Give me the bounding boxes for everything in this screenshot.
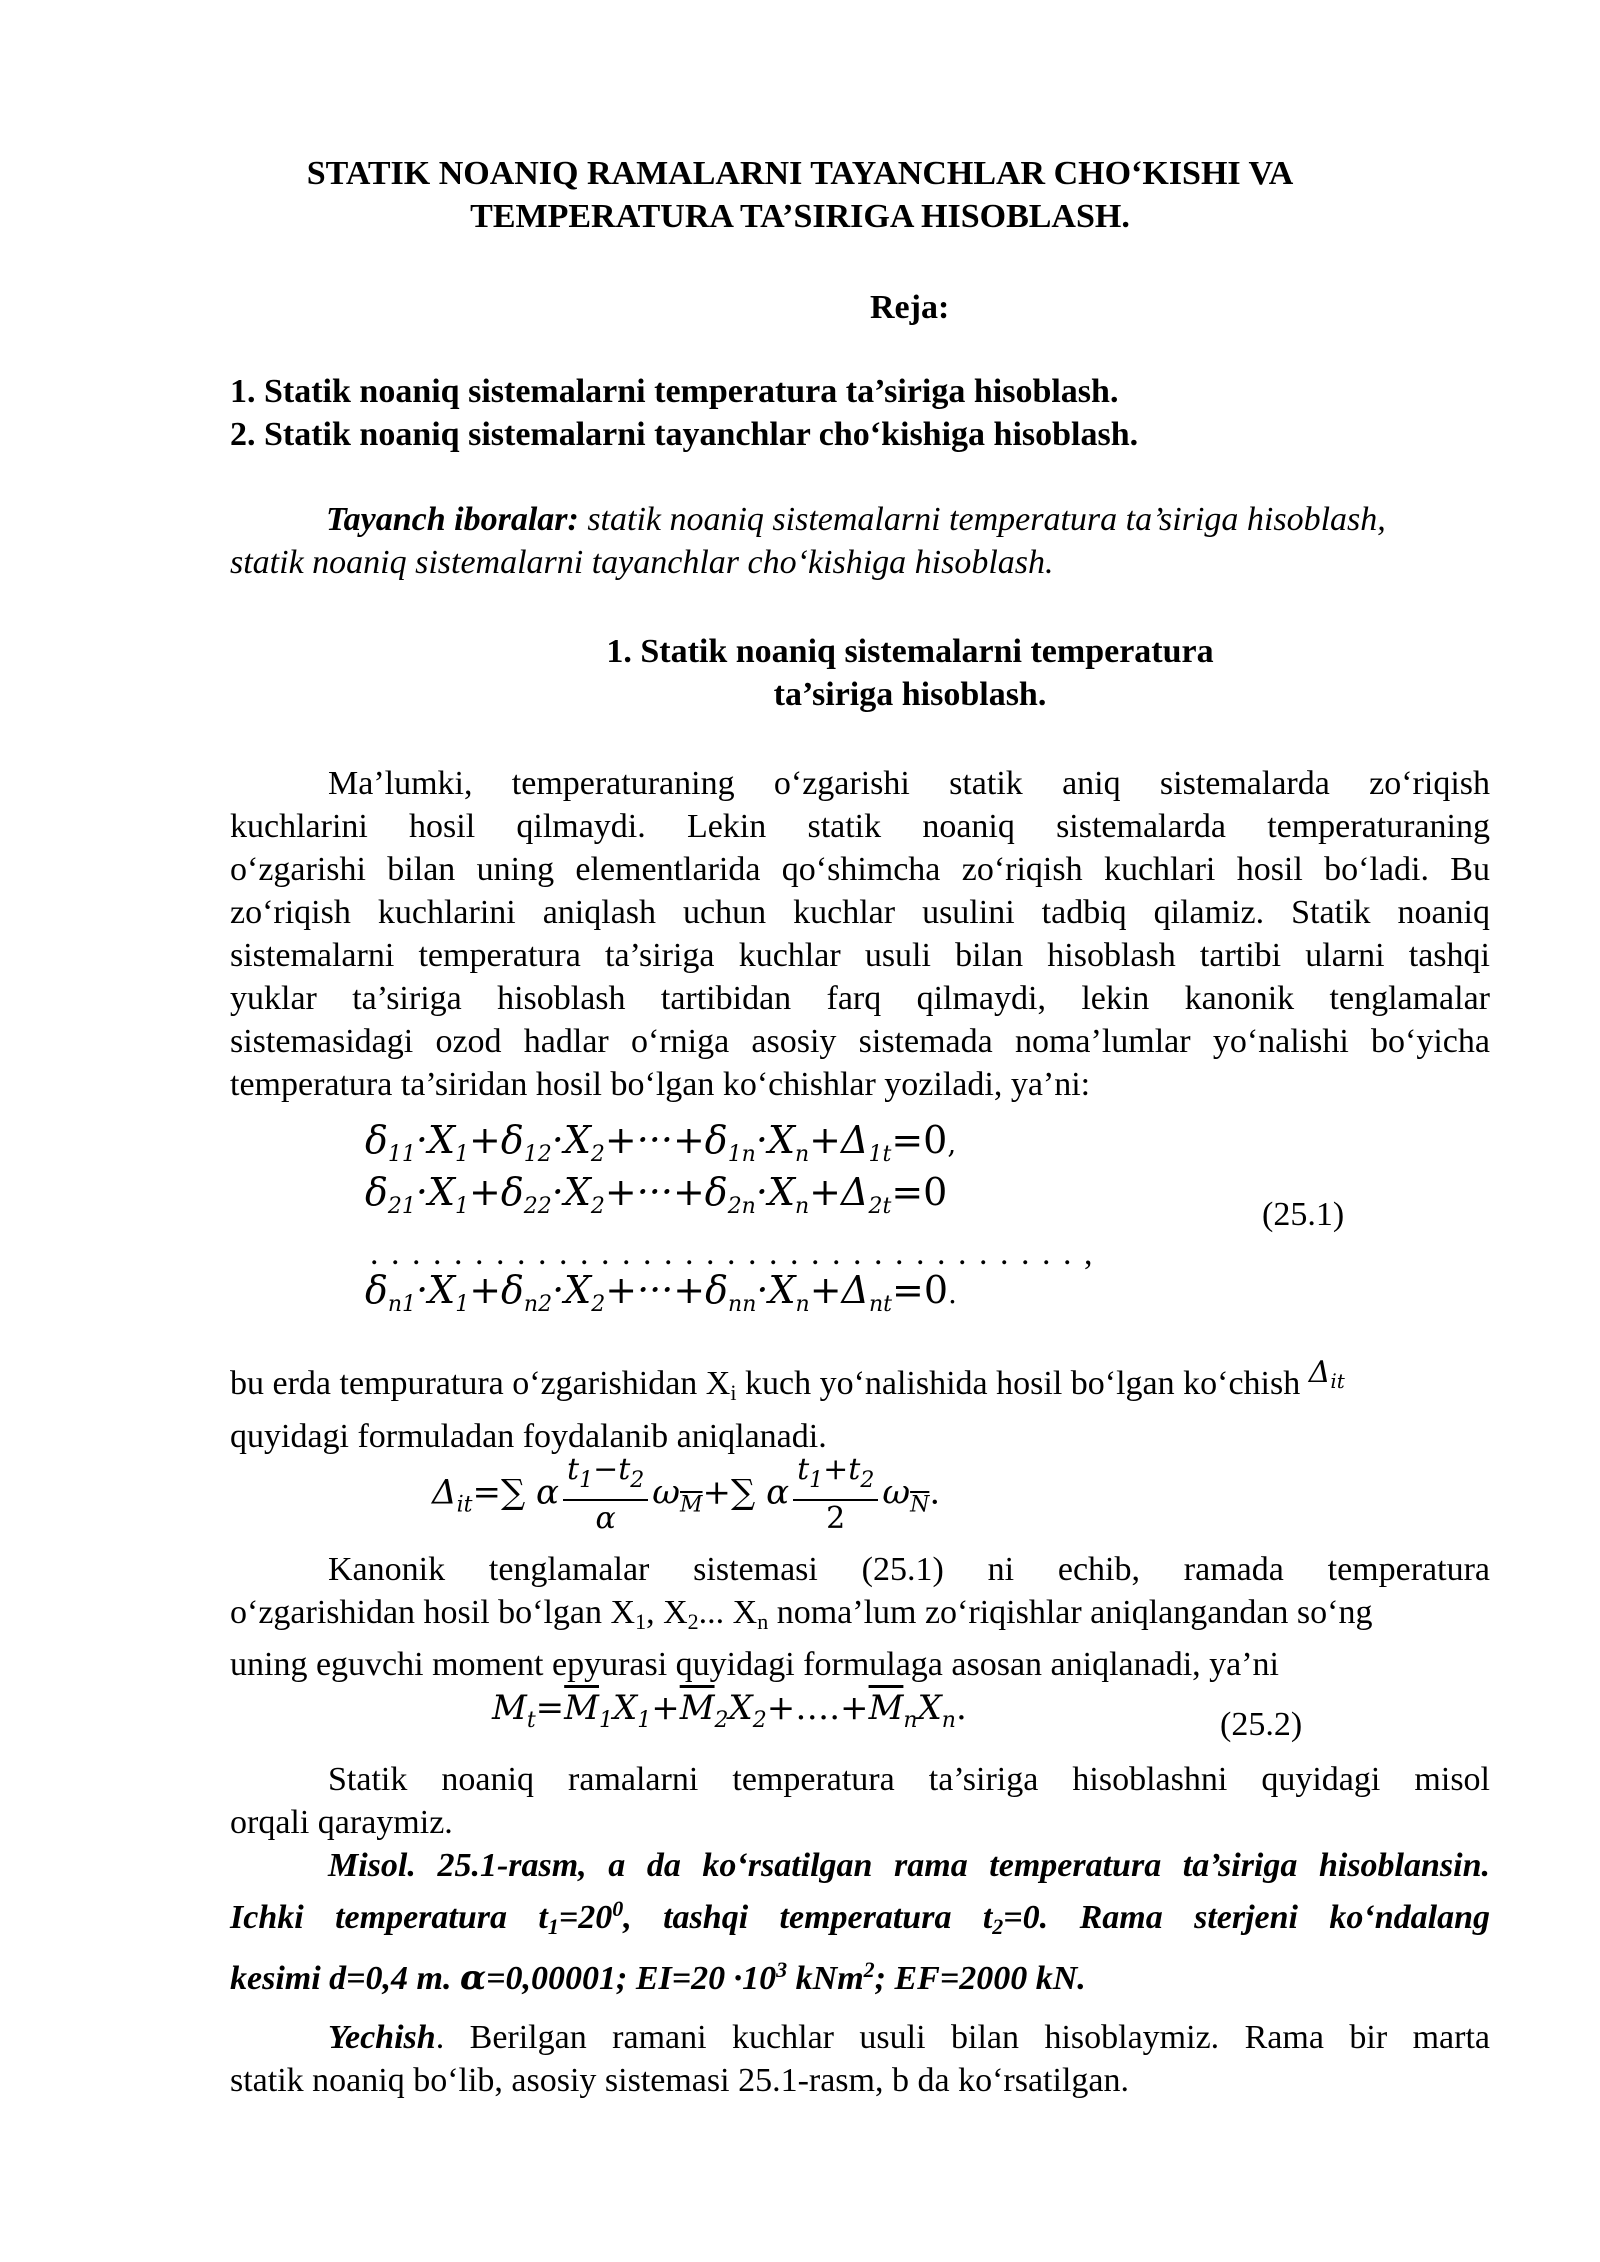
keywords <box>230 498 1490 584</box>
delta-it-symbol: $\Delta_{it}$ <box>1308 1355 1345 1393</box>
paragraph-3-text-b: , X <box>646 1594 688 1631</box>
example-text-e: kesimi d=0,4 m. <box>230 1960 460 1997</box>
equation-25-1-row-1-comma: , <box>947 1127 957 1160</box>
example-text-d: =0. Rama sterjeni ko‘ndalang <box>1003 1899 1490 1936</box>
paragraph-1-line-5: sistemalarni temperatura ta’siriga kuchlar usuli bilan hisoblash tartibi ularni tashqi <box>230 937 1490 974</box>
paragraph-1-line-3: o‘zgarishi bilan uning elementlarida qo‘shimcha zo‘riqish kuchlari hosil bo‘ladi. Bu <box>230 851 1490 888</box>
title-line-2: TEMPERATURA TA’SIRIGA HISOBLASH. <box>470 198 1130 235</box>
plan-item-2: 2. Statik noaniq sistemalarni tayanchlar cho‘kishiga hisoblash. <box>230 416 1139 453</box>
paragraph-3-text-a: o‘zgarishidan hosil bo‘lgan X <box>230 1594 636 1631</box>
paragraph-1-line-6: yuklar ta’siriga hisoblash tartibidan farq qilmaydi, lekin kanonik tenglamalar <box>230 980 1490 1017</box>
paragraph-2-text-a: bu erda tempuratura o‘zgarishidan X <box>230 1365 731 1402</box>
keywords-text-2: statik noaniq sistemalarni tayanchlar cho‘kishiga hisoblash. <box>230 544 1054 581</box>
example-line-1: Misol. 25.1-rasm, a da ko‘rsatilgan rama temperatura ta’siriga hisoblansin. <box>328 1847 1490 1884</box>
paragraph-2-text-b: kuch yo‘nalishida hosil bo‘lgan ko‘chish <box>736 1365 1301 1402</box>
example-text-a: Ichki temperatura t <box>230 1899 548 1936</box>
paragraph-1 <box>230 762 1490 1106</box>
fraction-t1-plus-t2: $\frac{t_1+t_2}{2}$ <box>793 1452 878 1537</box>
example-text-g: kNm <box>787 1960 864 1997</box>
document-title <box>230 152 1370 238</box>
paragraph-2 <box>230 1355 1500 1458</box>
paragraph-3-line-1: Kanonik tenglamalar sistemasi (25.1) ni echib, ramada temperatura <box>328 1551 1490 1588</box>
section-heading-line-2: ta’siriga hisoblash. <box>773 676 1047 713</box>
plan-heading: Reja: <box>870 289 950 326</box>
example-text-b: =20 <box>558 1899 613 1936</box>
paragraph-3-text-d: noma’lum zo‘riqishlar aniqlangandan so‘ng <box>768 1594 1373 1631</box>
paragraph-3-line-3: uning eguvchi moment epyurasi quyidagi formulaga asosan aniqlanadi, ya’ni <box>230 1646 1280 1683</box>
paragraph-1-line-7: sistemasidagi ozod hadlar o‘rniga asosiy sistemada noma’lumlar yo‘nalishi bo‘yicha <box>230 1023 1490 1060</box>
example-text-c: , tashqi temperatura t <box>623 1899 993 1936</box>
paragraph-1-line-1: Ma’lumki, temperaturaning o‘zgarishi statik aniq sistemalarda zo‘riqish <box>328 765 1490 802</box>
equation-number-25-1: (25.1) <box>1262 1196 1345 1233</box>
alpha-symbol: α <box>459 1958 487 1998</box>
solution-label: Yechish <box>328 2019 436 2056</box>
paragraph-4 <box>230 1758 1490 1844</box>
paragraph-3: Kanonik tenglamalar sistemasi (25.1) ni echib, ramada temperatura o‘zgarishidan hosil bo‘lgan $X_1$, $X_2$... $X_n$ noma’lum zo‘riqishlar aniqlangandan so‘ng uning eguvchi moment epyurasi quyidagi formulaga asosan aniqlanadi, ya’ni <box>230 1548 1490 1686</box>
section-heading-line-1: 1. Statik noaniq sistemalarni temperatura <box>606 633 1214 670</box>
equation-25-1-row-n: $\delta_{n1}\cdot X_1+\delta_{n2}\cdot X_2+\cdot\cdot\cdot+\delta_{nn}\cdot X_n+\Delta_{nt}=0$. <box>365 1268 957 1317</box>
equation-number-25-2: (25.2) <box>1220 1706 1303 1743</box>
title-line-1: STATIK NOANIQ RAMALARNI TAYANCHLAR CHO‘KISHI VA <box>306 155 1294 192</box>
example-text-h: ; EF=2000 kN. <box>874 1960 1086 1997</box>
example-block: Misol. 25.1-rasm, a da ko‘rsatilgan rama temperatura ta’siriga hisoblansin. Ichki temperatura $t_1=20^0$, tashqi temperatura $t_2=0$. Rama sterjeni ko‘ndalang kesimi d=0,4 m. α=0,00001; $EI=20 \cdot 10^3$ kNm$^2$; EF=2000 kN. <box>230 1844 1490 2000</box>
equation-25-1-row-2: $\delta_{21}\cdot X_1+\delta_{22}\cdot X_2+\cdot\cdot\cdot+\delta_{2n}\cdot X_n+\Delta_{2t}=0$ <box>365 1170 948 1219</box>
equation-25-1-dots: . . . . . . . . . . . . . . . . . . . . . . . . . . . . . . . . . . , <box>370 1235 1095 1272</box>
keywords-label: Tayanch iboralar: <box>326 501 579 538</box>
equation-25-2: $M_t=\overline{M}_1X_1+\overline{M}_2X_2+\dots.+\overline{M}_nX_n$. <box>492 1688 967 1733</box>
paragraph-4-line-2: orqali qaraymiz. <box>230 1804 453 1841</box>
paragraph-2-line-2: quyidagi formuladan foydalanib aniqlanadi. <box>230 1418 827 1455</box>
paragraph-3-text-c: ... X <box>698 1594 758 1631</box>
section-heading <box>430 630 1390 716</box>
paragraph-2-sub-i: i <box>730 1380 737 1405</box>
paragraph-1-line-4: zo‘riqish kuchlarini aniqlash uchun kuchlar usulini tadbiq qilamiz. Statik noaniq <box>230 894 1490 931</box>
paragraph-1-line-2: kuchlarini hosil qilmaydi. Lekin statik noaniq sistemalarda temperaturaning <box>230 808 1490 845</box>
plan-list <box>230 370 1138 456</box>
solution-text-2: statik noaniq bo‘lib, asosiy sistemasi 25.1-rasm, b da ko‘rsatilgan. <box>230 2062 1129 2099</box>
plan-item-1: 1. Statik noaniq sistemalarni temperatura ta’siriga hisoblash. <box>230 373 1119 410</box>
equation-delta-it: $\Delta_{it}=\sum$ α $\frac{t_1-t_2}{\alpha}$ $\omega_{\overline{M}}+\sum$ α $\frac{t_1+t_2}{2}$ $\omega_{\overline{N}}$. <box>432 1452 941 1536</box>
equation-25-1-row-n-period: . <box>948 1277 957 1310</box>
solution-block <box>230 2016 1490 2102</box>
equation-25-1-row-1: $\delta_{11}\cdot X_1+\delta_{12}\cdot X_2+\cdot\cdot\cdot+\delta_{1n}\cdot X_n+\Delta_{1t}=0$, <box>365 1118 957 1167</box>
equation-25-2-period: . <box>955 1688 967 1728</box>
example-text-f: =0,00001; EI=20 ·10 <box>486 1960 777 1997</box>
paragraph-1-line-8: temperatura ta’siridan hosil bo‘lgan ko‘chishlar yoziladi, ya’ni: <box>230 1066 1091 1103</box>
solution-text-1: . Berilgan ramani kuchlar usuli bilan hisoblaymiz. Rama bir marta <box>435 2019 1490 2056</box>
keywords-text-1: statik noaniq sistemalarni temperatura ta’siriga hisoblash, <box>578 501 1386 538</box>
fraction-t1-minus-t2: $\frac{t_1-t_2}{\alpha}$ <box>563 1452 648 1537</box>
paragraph-4-line-1: Statik noaniq ramalarni temperatura ta’siriga hisoblashni quyidagi misol <box>328 1761 1490 1798</box>
